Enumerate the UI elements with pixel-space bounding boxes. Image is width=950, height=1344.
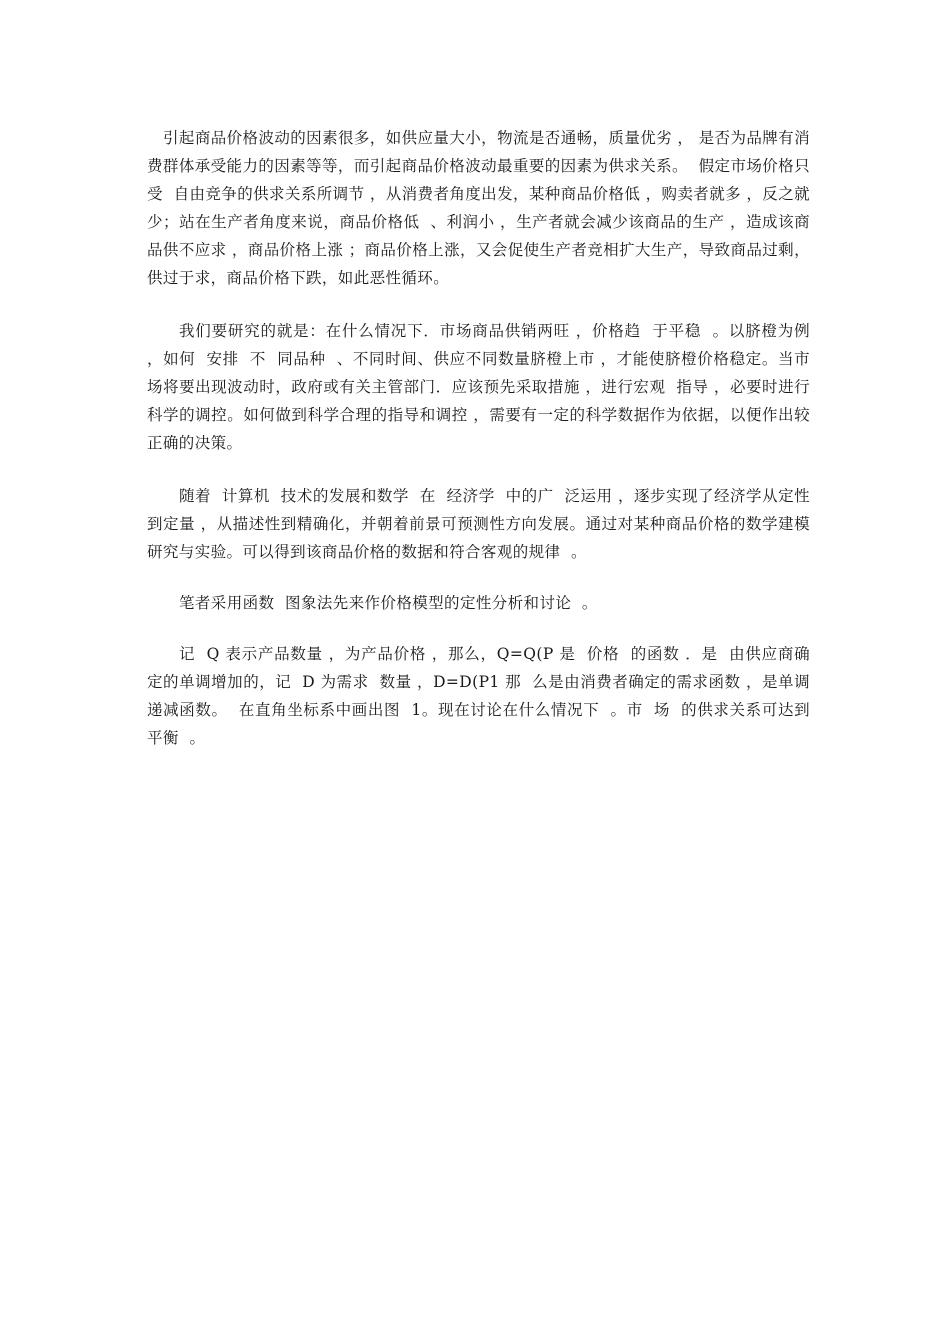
paragraph-price-factors: 引起商品价格波动的因素很多，如供应量大小，物流是否通畅，质量优劣 ， 是否为品牌有消费群体承受能力的因素等等，而引起商品价格波动最重要的因素为供求关系。 假定市场价格只受 自由竞争的供求关系所调节 ，从消费者角度出发，某种商品价格低 ，购卖者就多 ，反之就少；站在生产者角度来说，商品价格低 、利润小 ，生产者就会减少该商品的生产 ，造成该商品供不应求 ，商品价格上涨 ；商品价格上涨，又会促使生产者竞相扩大生产，导致商品过剩，供过于求，商品价格下跌，如此恶性循环。 [147,129,810,287]
document-body [147,124,816,752]
paragraph-method: 笔者采用函数 图象法先来作价格模型的定性分析和讨论 。 [179,594,598,612]
paragraph-supply-demand-functions: 记 Q 表示产品数量 ，为产品价格 ，那么，Q=Q(P 是 价格 的函数 ．是 由供应商确定的单调增加的，记 D 为需求 数量 ，D=D(P1 那 么是由消费者确定的需求函数 ，是单调递减函数。 在直角坐标系中画出图 1。现在讨论在什么情况下 。市 场 的供求关系可达到平衡 。 [147,645,810,747]
paragraph-economics-modeling: 随着 计算机 技术的发展和数学 在 经济学 中的广 泛运用 ，逐步实现了经济学从定性到定量 ，从描述性到精确化，并朝着前景可预测性方向发展。通过对某种商品价格的数学建模研究与实验。可以得到该商品价格的数据和符合客观的规律 。 [147,487,810,561]
paragraph-research-goal: 我们要研究的就是：在什么情况下．市场商品供销两旺 ，价格趋 于平稳 。以脐橙为例 ，如何 安排 不 同品种 、不同时间、供应不同数量脐橙上市 ，才能使脐橙价格稳定。当市场将要出现波动时，政府或有关主管部门．应该预先采取措施 ，进行宏观 指导 ，必要时进行科学的调控。如何做到科学合理的指导和调控 ，需要有一定的科学数据作为依据，以便作出较正确的决策。 [147,322,816,452]
